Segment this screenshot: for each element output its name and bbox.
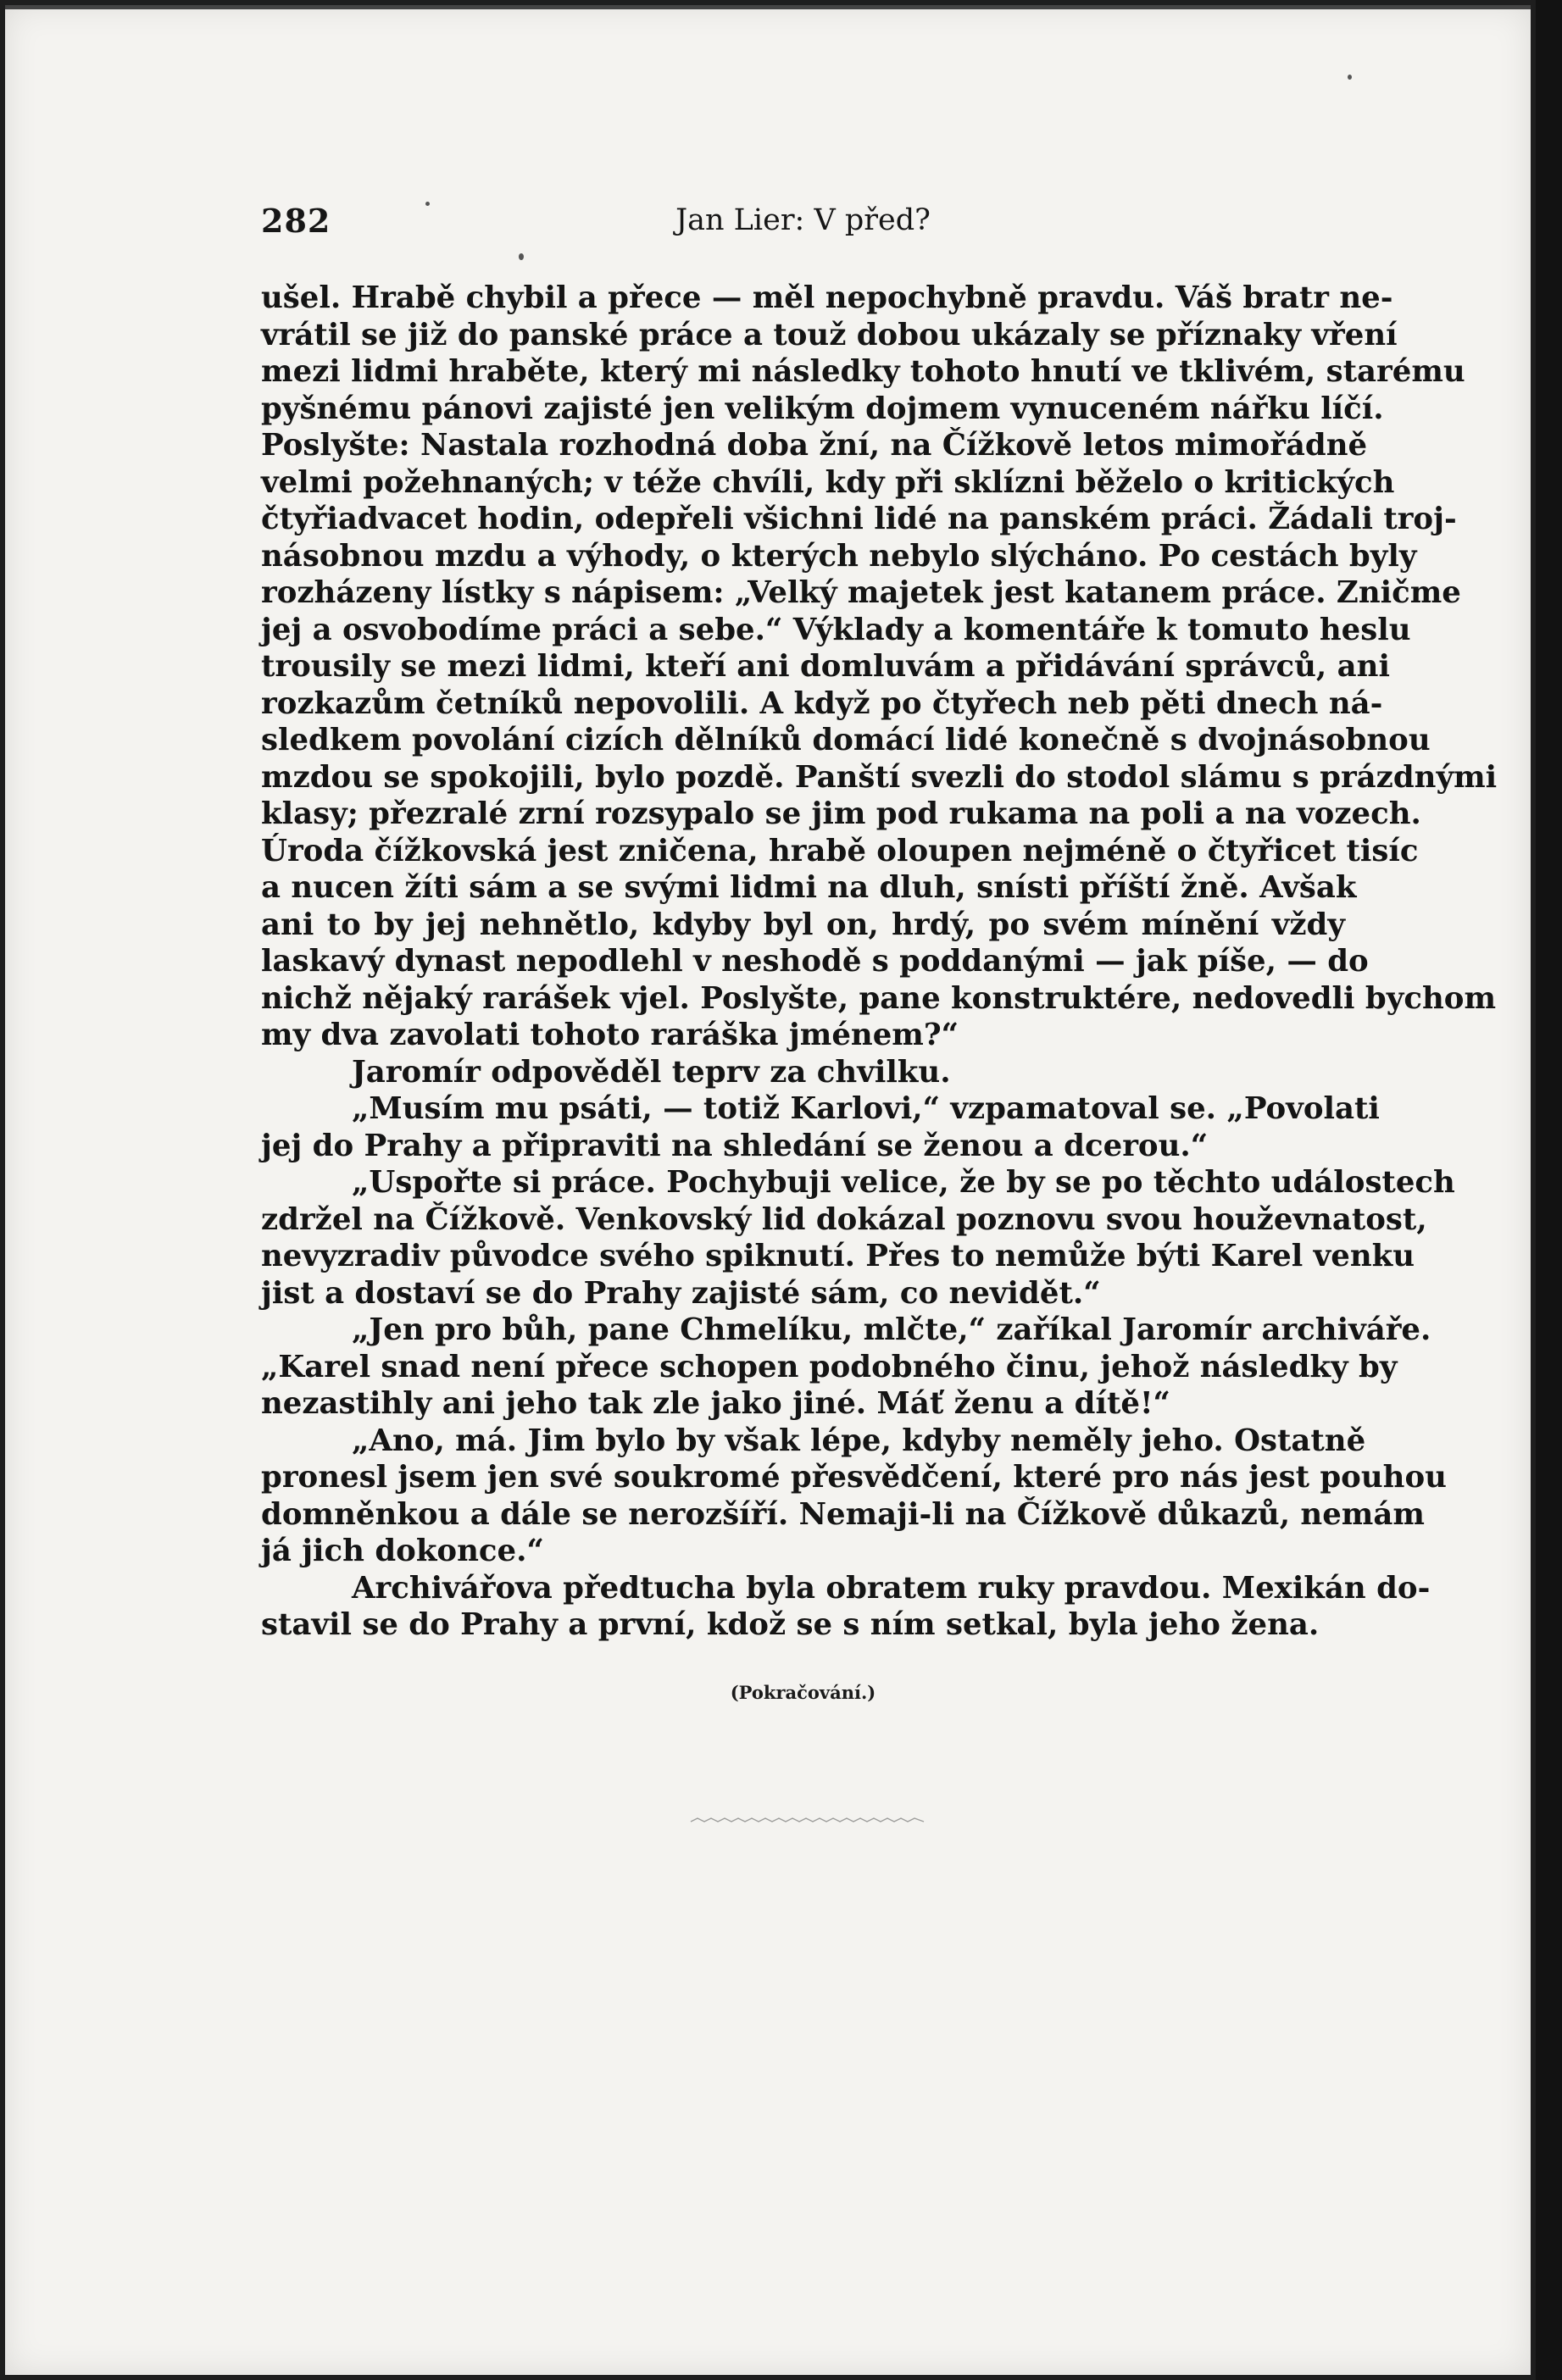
continuation-note: (Pokračování.) — [730, 1682, 876, 1703]
book-spine-edge — [1536, 0, 1562, 2380]
text-line: ušel. Hrabě chybil a přece — měl nepochybně pravdu. Váš bratr ne- — [261, 280, 1393, 315]
text-line: sledkem povolání cizích dělníků domácí lidé konečně s dvojnásobnou — [261, 723, 1431, 757]
paragraph — [261, 1570, 1431, 1644]
text-line: mezi lidmi hraběte, který mi následky tohoto hnutí ve tklivém, starému — [261, 354, 1465, 389]
text-line: pyšnému pánovi zajisté jen velikým dojmem vynuceném nářku líčí. — [261, 391, 1384, 426]
page-number: 282 — [261, 202, 331, 240]
text-line: „Musím mu psáti, — totiž Karlovi,“ vzpamatoval se. „Povolati — [352, 1091, 1380, 1126]
text-line: trousily se mezi lidmi, kteří ani domluvám a přidávání správců, ani — [261, 649, 1390, 684]
text-line: vrátil se již do panské práce a touž dobou ukázaly se příznaky vření — [261, 317, 1398, 352]
paragraph — [261, 280, 1498, 1054]
text-line: „Jen pro bůh, pane Chmelíku, mlčte,“ zaříkal Jaromír archiváře. — [352, 1312, 1431, 1347]
text-line: čtyřiadvacet hodin, odepřeli všichni lidé na panském práci. Žádali troj- — [261, 502, 1457, 536]
text-line: Poslyšte: Nastala rozhodná doba žní, na Čížkově letos mimořádně — [261, 428, 1368, 463]
text-line: pronesl jsem jen své soukromé přesvědčení, které pro nás jest pouhou — [261, 1460, 1447, 1495]
text-line: mzdou se spokojili, bylo pozdě. Panští svezli do stodol slámu s prázdnými — [261, 759, 1498, 795]
text-line: násobnou mzdu a výhody, o kterých nebylo slýcháno. Po cestách byly — [261, 538, 1417, 574]
paragraph — [261, 1423, 1447, 1570]
text-line: nichž nějaký rarášek vjel. Poslyšte, pane konstruktére, nedovedli bychom — [261, 980, 1497, 1016]
text-line: stavil se do Prahy a první, kdož se s ním setkal, byla jeho žena. — [261, 1607, 1320, 1642]
paragraph — [261, 1312, 1431, 1423]
closing-ornament — [691, 1817, 924, 1825]
text-line: nezastihly ani jeho tak zle jako jiné. Máť ženu a dítě!“ — [261, 1386, 1170, 1421]
paragraph — [261, 1054, 1345, 1091]
text-line: velmi požehnaných; v téže chvíli, kdy při sklízni běželo o kritických — [261, 464, 1395, 500]
text-line: jej do Prahy a připraviti na shledání se ženou a dcerou.“ — [261, 1128, 1209, 1163]
paper-speck — [1348, 75, 1352, 80]
text-line: klasy; přezralé zrní rozsypalo se jim pod rukama na poli a na vozech. — [261, 796, 1421, 831]
text-line: „Ano, má. Jim bylo by však lépe, kdyby neměly jeho. Ostatně — [352, 1423, 1366, 1458]
text-line: Archivářova předtucha byla obratem ruky pravdou. Mexikán do- — [352, 1570, 1431, 1606]
paper-speck — [519, 253, 524, 260]
running-header — [261, 202, 1345, 252]
text-line: nevyzradiv původce svého spiknutí. Přes to nemůže býti Karel venku — [261, 1239, 1415, 1273]
text-line: já jich dokonce.“ — [261, 1534, 544, 1568]
text-line: a nucen žíti sám a se svými lidmi na dluh, snísti příští žně. Avšak — [261, 870, 1357, 905]
text-line: Jaromír odpověděl teprv za chvilku. — [352, 1054, 951, 1090]
text-line: ani to by jej nehnětlo, kdyby byl on, hrdý, po svém mínění vždy — [261, 907, 1345, 942]
text-line: rozházeny lístky s nápisem: „Velký majetek jest katanem práce. Zničme — [261, 575, 1461, 610]
text-line: „Karel snad není přece schopen podobného činu, jehož následky by — [261, 1349, 1398, 1384]
text-line: zdržel na Čížkově. Venkovský lid dokázal poznovu svou houževnatost, — [261, 1201, 1427, 1237]
body-text — [261, 280, 1498, 1644]
paragraph — [261, 1090, 1380, 1164]
text-line: rozkazům četníků nepovolili. A když po čtyřech neb pěti dnech ná- — [261, 685, 1383, 721]
text-line: my dva zavolati tohoto raráška jménem?“ — [261, 1018, 959, 1052]
running-title: Jan Lier: V před? — [675, 203, 931, 237]
text-line: laskavý dynast nepodlehl v neshodě s poddanými — jak píše, — do — [261, 944, 1369, 979]
text-line: Úroda čížkovská jest zničena, hrabě oloupen nejméně o čtyřicet tisíc — [261, 833, 1419, 868]
text-line: jej a osvobodíme práci a sebe.“ Výklady a komentáře k tomuto heslu — [261, 612, 1411, 647]
text-line: jist a dostaví se do Prahy zajisté sám, co nevidět.“ — [261, 1275, 1101, 1311]
text-line: domněnkou a dále se nerozšíří. Nemaji-li na Čížkově důkazů, nemám — [261, 1496, 1425, 1532]
paragraph — [261, 1164, 1455, 1312]
text-line: „Uspořte si práce. Pochybuji velice, že by se po těchto událostech — [352, 1165, 1455, 1200]
